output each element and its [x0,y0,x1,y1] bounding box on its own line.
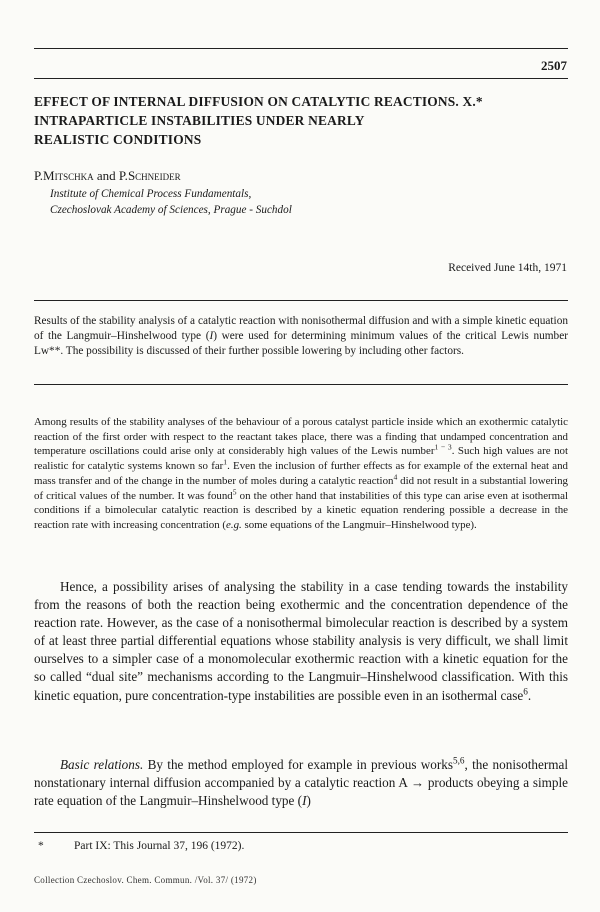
page-number: 2507 [541,58,567,73]
abstract-top-rule [34,300,568,301]
header-rule [34,78,568,79]
citation-sup: 1 [223,457,228,467]
intro-text: Among results of the stability analyses of the behaviour of a porous catalyst particle inside which an exothermic catalytic reaction of the first order with respect to the reactant takes place, there was a finding that undamped concentration and temperature oscillations could arise only at considerably high values of the Lewis number [34,416,568,458]
intro-text: . Such high values are not realistic for catalytic systems known so far [34,445,568,473]
body-text: ) [306,793,311,809]
author-1-initial: P. [34,168,44,183]
body-text: By the method employed for example in previous works [143,757,453,772]
citation-sup: 5,6 [453,755,465,766]
title-line: REALISTIC CONDITIONS [34,132,202,147]
abstract-text: Results of the stability analysis of a catalytic reaction with nonisothermal diffusion and with a simple kinetic equation of the Langmuir–Hinshelwood type ( [34,315,568,342]
body-text: Hence, a possibility arises of analysing the stability in a case tending towards the instability from the reasons of both the reaction being exothermic and the concentration dependence of the reaction rate. However, as the case of a nonisothermal bimolecular reaction is described by a system of at least three partial differential equations whose stability analysis is very difficult, we shall limit ourselves to a simpler case of a monomolecular exothermic reaction with a kinetic equation for the so called “dual site” mechanisms according to the Langmuir–Hinshelwood classification. With this kinetic equation, pure concentration-type instabilities are possible even in an isothermal case [34,579,568,703]
title-line: EFFECT OF INTERNAL DIFFUSION ON CATALYTIC REACTIONS. X.* [34,94,483,109]
intro-text: on the other hand that instabilities of this type can arise even at isothermal conditions if a bimolecular catalytic reaction is described by a kinetic equation rendering possible a decrease in the reaction rate with increasing concentration ( [34,489,568,531]
abstract-text: ) were used for determining minimum values of the critical Lewis number Lw**. The possibility is discussed of their further possible lowering by including other factors. [34,330,568,357]
citation-sup: 4 [393,472,398,482]
intro-eg: e.g. [226,518,242,531]
body-text: , the nonisothermal nonstationary internal diffusion accompanied by a catalytic reaction A → products obeying a simple rate equation of the Langmuir–Hinshelwood type ( [34,757,568,809]
authors [34,168,181,184]
affiliation-line: Institute of Chemical Process Fundamentals, [50,188,252,200]
citation-sup: 1 − 3 [434,442,452,452]
abstract-bottom-rule [34,384,568,385]
abstract-type-ref: I [209,330,214,342]
author-2-name: Schneider [127,168,181,183]
basic-relations-paragraph [34,756,568,810]
abstract [34,314,568,359]
affiliation [50,186,292,218]
footnote-marker: * [38,840,44,852]
body-paragraph [34,578,568,705]
author-2-initial: P. [118,168,128,183]
citation-sup: 5 [232,486,237,496]
footnote [38,840,244,852]
footnote-rule [34,832,568,833]
body-text: . [527,687,532,703]
author-1-name: Mitschka [43,168,94,183]
intro-text: did not result in a substantial lowering of critical values of the number. It was found [34,474,568,502]
section-lead: Basic relations. [60,757,144,772]
authors-and: and [96,168,116,183]
intro-text: some equations of the Langmuir–Hinshelwood type). [241,518,477,531]
title-line: INTRAPARTICLE INSTABILITIES UNDER NEARLY [34,113,365,128]
intro-text: . Even the inclusion of further effects as for example of the external heat and mass transfer and of the change in the number of moles during a catalytic reaction [34,460,568,487]
intro-paragraph [34,415,568,533]
footnote-text: Part IX: This Journal 37, 196 (1972). [74,840,245,852]
citation-sup: 6 [523,686,528,697]
paper-title [34,92,568,149]
type-ref: I [302,793,307,809]
affiliation-line: Czechoslovak Academy of Sciences, Prague - Suchdol [50,204,292,216]
received-date: Received June 14th, 1971 [448,262,567,274]
journal-footer: Collection Czechoslov. Chem. Commun. /Vol. 37/ (1972) [34,875,257,885]
top-rule [34,48,568,49]
